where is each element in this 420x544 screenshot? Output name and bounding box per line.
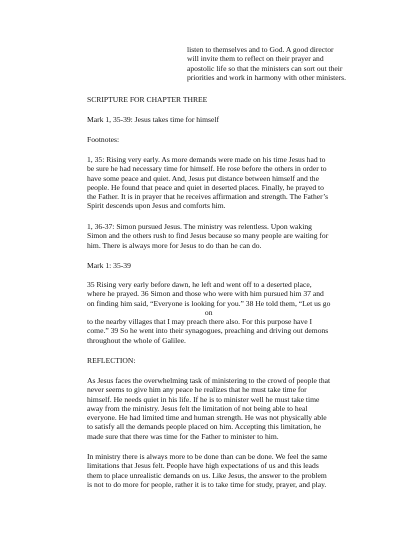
text-line: people. He found that peace and quiet in deserted places. Finally, he prayed to (87, 182, 324, 192)
scripture-reference: Mark 1, 35-39: Jesus takes time for himself (87, 115, 220, 124)
text-line: on finding him said, “Everyone is looking for you.” 38 He told them, “Let us go (87, 298, 331, 308)
text-line: 1, 36-37: Simon pursued Jesus. The ministry was relentless. Upon waking (87, 222, 312, 231)
text-line: 1, 35: Rising very early. As more demands were made on his time Jesus had to (87, 155, 326, 164)
text-line: come.” 39 So he went into their synagogues, preaching and driving out demons (87, 326, 329, 336)
text-line: have some peace and quiet. And, Jesus put distance between himself and the (87, 173, 319, 183)
text-line: them to place unrealistic demands on us. Like Jesus, the answer to the problem (87, 470, 327, 480)
footnotes-label: Footnotes: (87, 135, 120, 144)
reflection-paragraph-2 (87, 452, 327, 489)
footnote-2 (87, 222, 328, 250)
text-line: apostolic life so that the ministers can sort out their (187, 63, 343, 73)
text-line: where he prayed. 36 Simon and those who were with him pursued him 37 and (87, 289, 324, 299)
text-line: is not to do more for people, rather it is to take time for study, prayer, and play. (87, 479, 327, 489)
text-line: Spirit descends upon Jesus and comforts him. (87, 201, 226, 211)
passage-reference: Mark 1: 35-39 (87, 261, 131, 270)
text-line: to satisfy all the demands people placed on him. Accepting this limitation, he (87, 422, 322, 432)
reflection-label: REFLECTION: (87, 356, 136, 365)
text-line: will invite them to reflect on their prayer and (187, 54, 324, 64)
chapter-heading: SCRIPTURE FOR CHAPTER THREE (87, 95, 208, 104)
text-line: As Jesus faces the overwhelming task of ministering to the crowd of people that (87, 376, 331, 385)
text-line: 35 Rising very early before dawn, he left and went off to a deserted place, (87, 280, 312, 289)
text-line: priorities and work in harmony with other ministers. (187, 72, 347, 82)
footnote-1 (87, 155, 328, 211)
text-line: away from the ministry. Jesus felt the limitation of not being able to heal (87, 403, 308, 413)
text-line: be sure he had necessary time for himself. He rose before the others in order to (87, 164, 327, 174)
text-line: limitations that Jesus felt. People have high expectations of us and this leads (87, 461, 319, 471)
text-line: himself. He needs quiet in his life. If he is to minister well he must take time (87, 394, 320, 404)
text-line: on (204, 307, 213, 317)
text-line: Simon and the others rush to find Jesus because so many people are waiting for (87, 231, 329, 241)
reflection-paragraph-1 (87, 376, 330, 441)
text-line: made sure that there was time for the Father to minister to him. (87, 431, 279, 441)
text-line: listen to themselves and to God. A good director (187, 45, 334, 54)
text-line: the Father. It is in prayer that he receives affirmation and strength. The Father’s (87, 192, 329, 202)
text-line: everyone. He had limited time and human strength. He was not physically able (87, 413, 327, 423)
text-line: In ministry there is always more to be done than can be done. We feel the same (87, 452, 328, 461)
text-line: him. There is always more for Jesus to do than he can do. (87, 240, 262, 250)
text-line: never seems to give him any peace he realizes that he must take time for (87, 385, 307, 395)
intro-paragraph (187, 45, 346, 82)
text-line: throughout the whole of Galilee. (87, 335, 186, 345)
text-line: to the nearby villages that I may preach there also. For this purpose have I (87, 317, 312, 327)
scripture-passage (87, 280, 330, 345)
